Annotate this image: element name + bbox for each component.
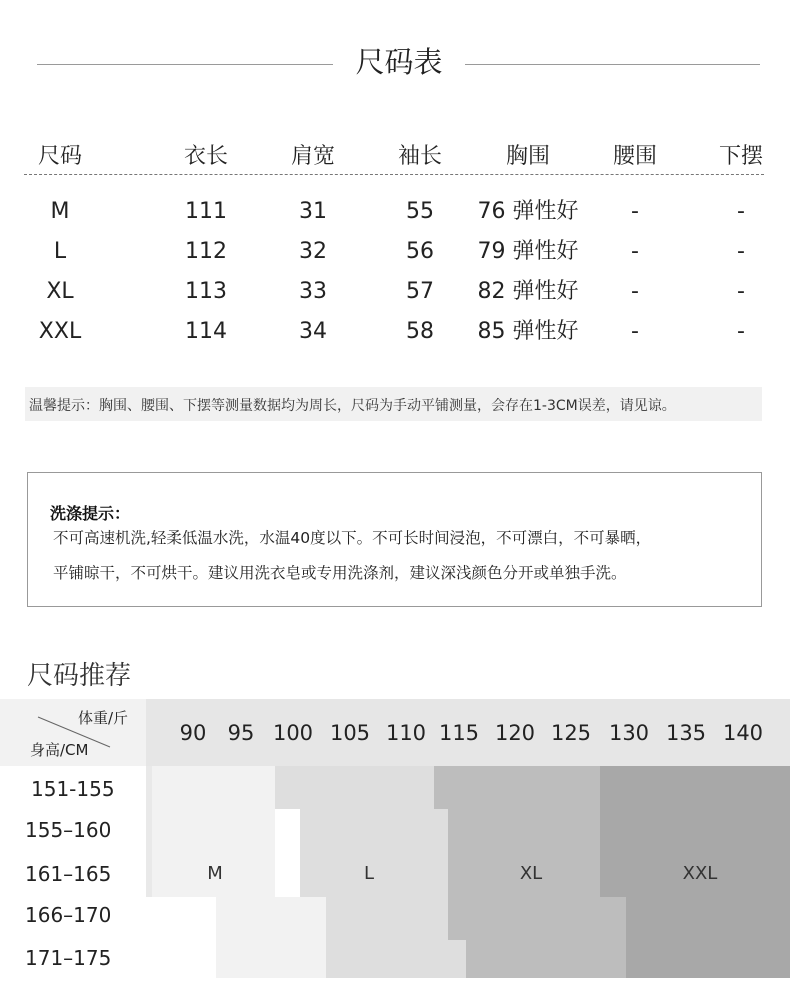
weight-column-header: 125	[550, 721, 592, 745]
weight-column-header: 140	[722, 721, 764, 745]
table-row	[0, 315, 790, 349]
size-zone-xxl	[626, 897, 790, 978]
header-waist: 腰围	[612, 144, 658, 169]
cell-waist: -	[631, 239, 639, 264]
cell-shoulder: 33	[299, 279, 327, 304]
weight-column-header: 100	[272, 721, 314, 745]
cell-chest: 85 弹性好	[477, 319, 579, 344]
measurement-tip-text: 温馨提示：胸围、腰围、下摆等测量数据均为周长，尺码为手动平铺测量，会存在1-3CM误差，请见谅。	[29, 398, 676, 414]
cell-hem: -	[737, 199, 745, 224]
header-shoulder: 肩宽	[290, 144, 336, 169]
cell-hem: -	[737, 279, 745, 304]
cell-length: 112	[185, 239, 227, 264]
header-length: 衣长	[183, 144, 229, 169]
size-label-m: M	[207, 863, 223, 884]
header-size: 尺码	[38, 144, 83, 169]
size-label-xxl: XXL	[682, 863, 718, 884]
cell-chest: 76 弹性好	[477, 199, 579, 224]
cell-length: 111	[185, 199, 227, 224]
height-row-label: 161–165	[25, 862, 112, 886]
washing-line-2: 平铺晾干，不可烘干。建议用洗衣皂或专用洗涤剂，建议深浅颜色分开或单独手洗。	[53, 564, 627, 582]
washing-instructions-box	[27, 472, 762, 607]
cell-shoulder: 34	[299, 319, 327, 344]
cell-waist: -	[631, 199, 639, 224]
page-title: 尺码表	[355, 45, 443, 79]
table-row	[0, 235, 790, 269]
cell-length: 114	[185, 319, 227, 344]
height-axis-label: 身高/CM	[30, 741, 89, 759]
height-row-label: 155–160	[25, 818, 112, 842]
cell-size: L	[53, 239, 67, 264]
header-divider	[24, 174, 764, 175]
size-zone-l	[326, 940, 466, 978]
size-zone-xl	[466, 940, 626, 978]
size-table-header	[0, 140, 790, 174]
cell-hem: -	[737, 319, 745, 344]
size-zone-xl	[434, 766, 600, 809]
size-zone-m	[216, 897, 326, 940]
table-row	[0, 275, 790, 309]
recommend-corner-cell	[0, 699, 146, 766]
size-recommend-title: 尺码推荐	[27, 661, 132, 691]
header-hem: 下摆	[718, 144, 764, 169]
size-zone-xl	[600, 897, 626, 940]
header-chest: 胸围	[505, 144, 551, 169]
cell-sleeve: 56	[406, 239, 434, 264]
weight-column-header: 120	[494, 721, 536, 745]
header-sleeve: 袖长	[397, 144, 443, 169]
cell-waist: -	[631, 279, 639, 304]
cell-chest: 82 弹性好	[477, 279, 579, 304]
cell-shoulder: 32	[299, 239, 327, 264]
cell-length: 113	[185, 279, 227, 304]
height-row-label: 171–175	[25, 946, 112, 970]
cell-sleeve: 58	[406, 319, 434, 344]
height-row-label: 166–170	[25, 903, 112, 927]
size-zone-l	[216, 940, 326, 978]
title-divider-right	[465, 64, 760, 65]
weight-column-header: 135	[665, 721, 707, 745]
weight-column-header: 110	[385, 721, 427, 745]
cell-size: XL	[46, 279, 74, 304]
height-row-label: 151-155	[31, 777, 115, 801]
weight-column-header: 95	[227, 721, 255, 745]
size-zone-l	[275, 766, 434, 809]
washing-line-1: 不可高速机洗,轻柔低温水洗，水温40度以下。不可长时间浸泡，不可漂白，不可暴晒，	[53, 529, 652, 547]
weight-column-header: 105	[329, 721, 371, 745]
weight-column-header: 115	[438, 721, 480, 745]
cell-sleeve: 57	[406, 279, 434, 304]
cell-waist: -	[631, 319, 639, 344]
weight-column-header: 90	[179, 721, 207, 745]
cell-size: M	[50, 199, 70, 224]
measurement-tip-bar	[25, 387, 762, 421]
weight-axis-label: 体重/斤	[78, 709, 129, 727]
size-zone-m	[146, 766, 152, 897]
size-zone-l	[326, 897, 448, 940]
size-label-xl: XL	[519, 863, 543, 884]
title-divider-left	[37, 64, 333, 65]
recommend-header	[0, 699, 790, 766]
cell-chest: 79 弹性好	[477, 239, 579, 264]
weight-column-header: 130	[608, 721, 650, 745]
washing-title: 洗涤提示：	[50, 504, 131, 523]
size-label-l: L	[363, 863, 375, 884]
cell-hem: -	[737, 239, 745, 264]
cell-sleeve: 55	[406, 199, 434, 224]
cell-shoulder: 31	[299, 199, 327, 224]
cell-size: XXL	[38, 319, 82, 344]
size-chart-title-bar	[0, 36, 790, 86]
table-row	[0, 195, 790, 229]
